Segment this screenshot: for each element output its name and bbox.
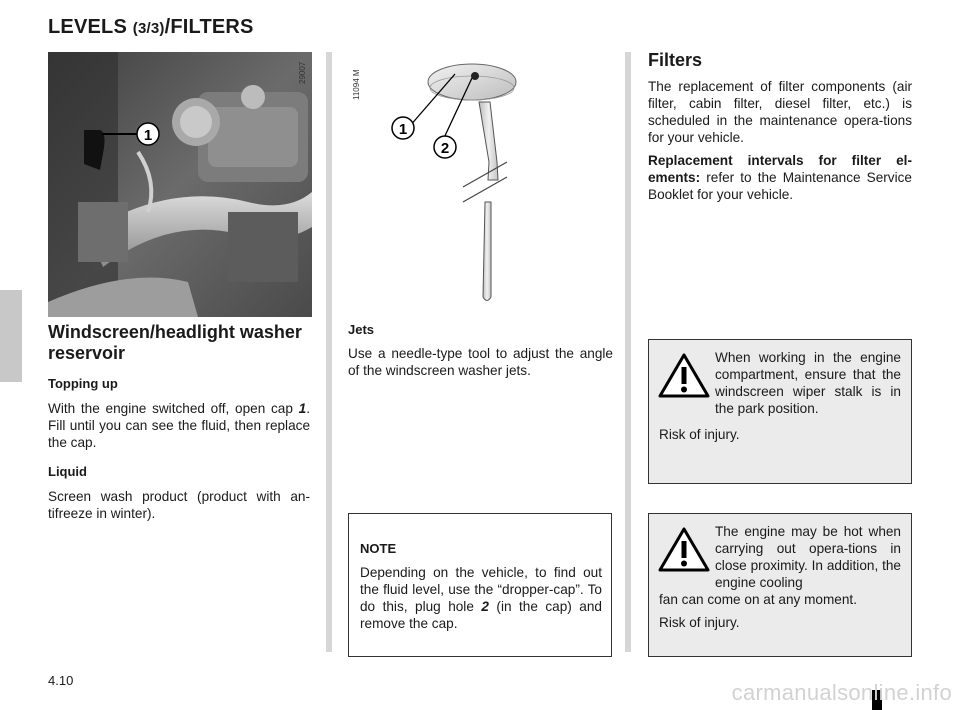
topping-up-text: With the engine switched off, open cap 1. Fill until you can see the fluid, then replace the cap. (48, 401, 310, 450)
page-title: LEVELS (3/3)/FILTERS (48, 16, 254, 38)
section-tab (0, 290, 22, 382)
filters-text: The replacement of filter components (air filter, cabin filter, diesel filter, etc.) is scheduled in the maintenance opera-tions for your vehicle. (648, 79, 912, 145)
photo-callout-1: 1 (143, 127, 153, 144)
note-text: Depending on the vehicle, to find out the fluid level, use the “dropper-cap”. To do this, plug hole 2 (in the cap) and remove the cap. (360, 565, 602, 631)
topping-up-heading: Topping up (48, 376, 118, 391)
engine-bay-photo (48, 52, 312, 317)
filters-heading: Filters (648, 50, 703, 70)
warning-triangle-icon (658, 352, 710, 398)
liquid-text: Screen wash product (product with an-tifreeze in winter). (48, 489, 310, 521)
column-divider (625, 52, 631, 652)
warning-box-engine-hot (648, 513, 912, 657)
warning-wiper-risk: Risk of injury. (659, 427, 740, 442)
warning-engine-text: The engine may be hot when carrying out opera-tions in close proximity. In addition, the engine cooling (715, 524, 901, 590)
washer-reservoir-heading: Windscreen/headlight washer reservoir (48, 322, 302, 363)
jets-text: Use a needle-type tool to adjust the angle of the windscreen washer jets. (348, 346, 613, 378)
replacement-intervals-text: Replacement intervals for filter el-ements: refer to the Maintenance Service Booklet for your vehicle. (648, 153, 912, 202)
liquid-heading: Liquid (48, 464, 87, 479)
jets-heading: Jets (348, 322, 375, 337)
warning-engine-text-cont: fan can come on at any moment. (659, 592, 857, 607)
dropper-cap-diagram (345, 52, 615, 317)
diagram-callout-2: 2 (440, 140, 450, 157)
note-title: NOTE (360, 541, 397, 556)
note-box (348, 513, 612, 657)
diagram-reference: 11094 M (352, 69, 361, 100)
photo-reference: 29007 (298, 61, 307, 84)
column-divider (326, 52, 332, 652)
warning-triangle-icon (658, 526, 710, 572)
page-number: 4.10 (48, 673, 74, 688)
watermark: carmanualsonline.info (731, 680, 952, 705)
warning-box-wiper (648, 339, 912, 484)
warning-wiper-text: When working in the engine compartment, ensure that the windscreen wiper stalk is in the park position. (715, 350, 901, 416)
diagram-callout-1: 1 (398, 121, 408, 138)
warning-engine-risk: Risk of injury. (659, 615, 740, 630)
